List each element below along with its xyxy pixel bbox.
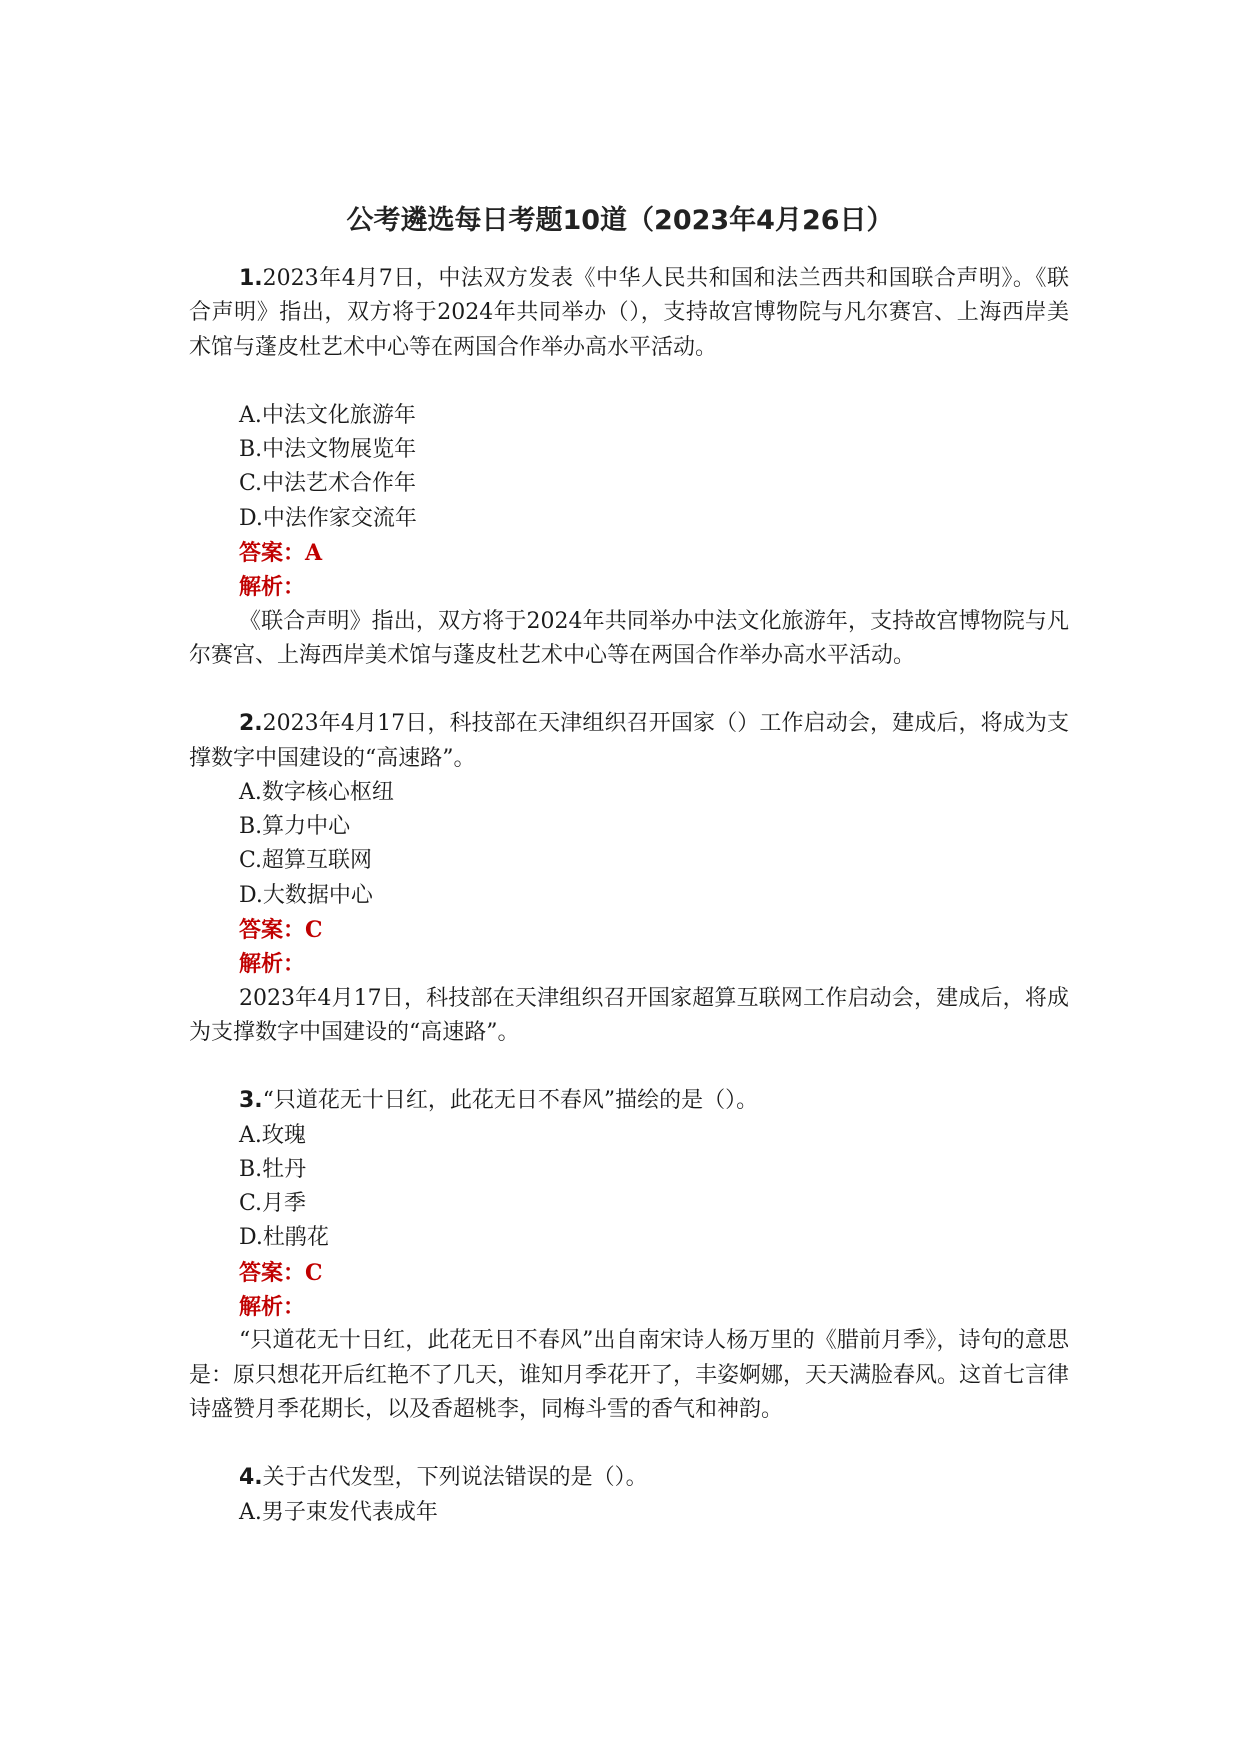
option-a: A.男子束发代表成年 xyxy=(239,1499,438,1525)
option-a: A.数字核心枢纽 xyxy=(239,779,394,805)
document-body xyxy=(189,262,1069,1530)
option-d: D.中法作家交流年 xyxy=(239,505,417,531)
option-d: D.大数据中心 xyxy=(239,882,373,908)
question-2 xyxy=(189,707,1069,1084)
answer-line: 答案：C xyxy=(239,1259,323,1286)
answer-line: 答案：A xyxy=(239,540,323,567)
option-c: C.超算互联网 xyxy=(239,848,373,874)
question-3 xyxy=(189,1084,1069,1461)
question-number: 2. xyxy=(239,711,263,737)
option-c: C.月季 xyxy=(239,1191,307,1217)
question-text: 2023年4月17日，科技部在天津组织召开国家（）工作启动会，建成后，将成为支撑数字中国建设的“高速路”。 xyxy=(189,711,1069,771)
question-text: 2023年4月7日，中法双方发表《中华人民共和国和法兰西共和国联合声明》。《联合声明》指出，双方将于2024年共同举办（），支持故宫博物院与凡尔赛宫、上海西岸美术馆与蓬皮杜艺术中心等在两国合作举办高水平活动。 xyxy=(189,266,1069,360)
question-number: 3. xyxy=(239,1088,263,1114)
answer-line: 答案：C xyxy=(239,917,323,944)
option-b: B.牡丹 xyxy=(239,1156,307,1182)
question-1 xyxy=(189,262,1069,707)
analysis-label: 解析： xyxy=(239,951,306,978)
option-d: D.杜鹃花 xyxy=(239,1225,329,1251)
question-stem xyxy=(189,707,1069,776)
question-text: “只道花无十日红，此花无日不春风”描绘的是（）。 xyxy=(262,1088,759,1114)
analysis-text: “只道花无十日红，此花无日不春风”出自南宋诗人杨万里的《腊前月季》，诗句的意思是：原只想花开后红艳不了几天，谁知月季花开了，丰姿婀娜，天天满脸春风。这首七言律诗盛赞月季花期长，以及香超桃李，同梅斗雪的香气和神韵。 xyxy=(189,1328,1070,1422)
question-4 xyxy=(189,1461,1069,1530)
question-number: 4. xyxy=(239,1465,263,1491)
analysis-label: 解析： xyxy=(239,1294,306,1321)
analysis-label: 解析： xyxy=(239,574,306,601)
option-c: C.中法艺术合作年 xyxy=(239,471,417,497)
question-text: 关于古代发型，下列说法错误的是（）。 xyxy=(262,1465,648,1491)
question-stem xyxy=(189,1084,1069,1118)
question-stem xyxy=(189,262,1069,365)
question-stem xyxy=(189,1461,1069,1495)
option-a: A.玫瑰 xyxy=(239,1122,306,1148)
option-b: B.算力中心 xyxy=(239,814,351,840)
document-title: 公考遴选每日考题10道（2023年4月26日） xyxy=(346,205,894,236)
question-number: 1. xyxy=(239,266,263,291)
analysis-text: 《联合声明》指出，双方将于2024年共同举办中法文化旅游年，支持故宫博物院与凡尔赛宫、上海西岸美术馆与蓬皮杜艺术中心等在两国合作举办高水平活动。 xyxy=(189,608,1069,668)
option-b: B.中法文物展览年 xyxy=(239,437,417,463)
option-a: A.中法文化旅游年 xyxy=(239,402,416,428)
analysis-text: 2023年4月17日，科技部在天津组织召开国家超算互联网工作启动会，建成后，将成为支撑数字中国建设的“高速路”。 xyxy=(189,985,1069,1045)
